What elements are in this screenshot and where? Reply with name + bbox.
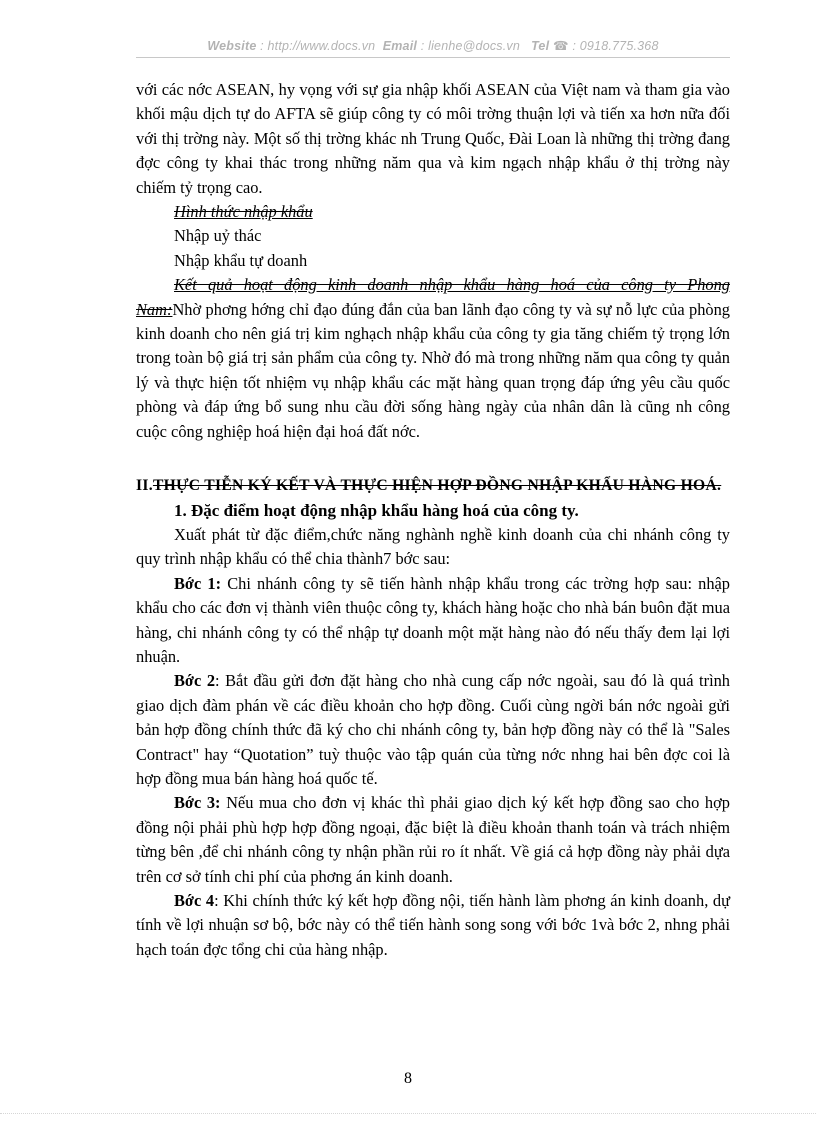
footer-divider: [0, 1113, 816, 1114]
step-text: Nếu mua cho đơn vị khác thì phải giao dịch ký kết hợp đồng sao cho hợp đồng nội phải phù hợp hợp đồng ngoại, đặc biệt là điều khoản thanh toán và trách nhiệm từng bên ,để chi nhánh công ty nhận phần rủi ro ít nhất. Về giá cả hợp đồng này phải dựa trên cơ sở tính chi phí của phơng án kinh doanh.: [136, 793, 730, 886]
step-label: Bớc 1:: [174, 573, 222, 593]
subsection-heading: 1. Đặc điểm hoạt động nhập khẩu hàng hoá của công ty.: [174, 500, 579, 520]
step-paragraph: [136, 889, 730, 962]
step-paragraph: [136, 791, 730, 889]
email-address: : lienhe@docs.vn: [420, 39, 521, 53]
page-number: 8: [404, 1070, 412, 1087]
step-text: : Bắt đầu gửi đơn đặt hàng cho nhà cung cấp nớc ngoài, sau đó là quá trình giao dịch đàm phán về các điều khoản cho hợp đồng. Cuối cùng ngời bán nớc ngoài gửi bản hợp đồng chính thức đã ký cho chi nhánh công ty, bản hợp đồng này có thể là "Sales Contract" hay “Quotation” tuỳ thuộc vào tập quán của từng nớc nhng hai bên đợc coi là hợp đồng mua bán hàng hoá quốc tế.: [136, 671, 731, 788]
header-divider: [136, 57, 730, 58]
results-heading-tail: Nam:: [136, 299, 173, 319]
results-heading: Kết quả hoạt động kinh doanh nhập khẩu hàng hoá của công ty Phong: [174, 275, 730, 295]
steps-intro: Xuất phát từ đặc điểm,chức năng nghành nghề kinh doanh của chi nhánh công ty quy trình nhập khẩu có thể chia thành7 bớc sau:: [136, 524, 730, 569]
step-text: Chi nhánh công ty sẽ tiến hành nhập khẩu trong các trờng hợp sau: nhập khẩu cho các đơn vị thành viên thuộc công ty, khách hàng hoặc cho nhà bán buôn đặt mua hàng, chi nhánh công ty có thể nhập tự doanh một mặt hàng nào đó nếu thấy đem lại lợi nhuận.: [136, 573, 730, 666]
section-title: [136, 474, 730, 498]
import-form-item: Nhập uỷ thác: [174, 226, 262, 246]
website-url: : http://www.docs.vn: [260, 39, 376, 53]
step-label: Bớc 2: [174, 671, 216, 691]
tel-number: ☎ : 0918.775.368: [552, 39, 659, 53]
email-label: Email: [382, 39, 418, 53]
section-number: II.: [136, 477, 153, 495]
results-paragraph: [136, 298, 730, 444]
page-header: [136, 38, 730, 53]
paragraph-markets: với các nớc ASEAN, hy vọng với sự gia nhập khối ASEAN của Việt nam và tham gia vào khối mậu dịch tự do AFTA sẽ giúp công ty có môi trờng thuận lợi và tiến xa hơn nữa đối với thị trờng này. Một số thị trờng khác nh Trung Quốc, Đài Loan là những thị trờng đang đợc công ty khai thác trong những năm qua và kim ngạch nhập khẩu ở thị trờng này chiếm tỷ trọng cao.: [136, 80, 730, 197]
website-label: Website: [207, 39, 257, 53]
import-form-item: Nhập khẩu tự doanh: [174, 250, 308, 270]
step-paragraph: [136, 669, 730, 791]
section-title-text: THỰC TIỄN KÝ KẾT VÀ THỰC HIỆN HỢP ĐỒNG NHẬP KHẨU HÀNG HOÁ.: [152, 477, 722, 495]
results-body: Nhờ phơng hớng chỉ đạo đúng đắn của ban lãnh đạo công ty và sự nỗ lực của phòng kinh doanh cho nên giá trị kim nghạch nhập khẩu của công ty gia tăng chiếm tỷ trọng lớn trong toàn bộ giá trị sản phẩm của công ty. Nhờ đó mà trong những năm qua công ty quản lý và thực hiện tốt nhiệm vụ nhập khẩu các mặt hàng quan trọng đáp ứng yêu cầu quốc phòng và đáp ứng bổ sung nhu cầu đời sống hàng ngày của nhân dân là cũng nh công cuộc công nghiệp hoá hiện đại hoá đất nớc.: [136, 299, 730, 441]
import-forms-heading: Hình thức nhập khẩu: [174, 202, 313, 222]
step-label: Bớc 4: [174, 891, 215, 910]
spacer: [136, 444, 730, 474]
step-text: : Khi chính thức ký kết hợp đồng nội, tiến hành làm phơng án kinh doanh, dự tính về lợi nhuận sơ bộ, bớc này có thể tiến hành song song với bớc 1và bớc 2, nhng phải hạch toán đợc tổng chi của hàng nhập.: [136, 891, 730, 959]
step-paragraph: [136, 572, 730, 670]
tel-label: Tel: [531, 39, 550, 53]
document-body: [136, 78, 730, 962]
step-label: Bớc 3:: [174, 793, 221, 813]
